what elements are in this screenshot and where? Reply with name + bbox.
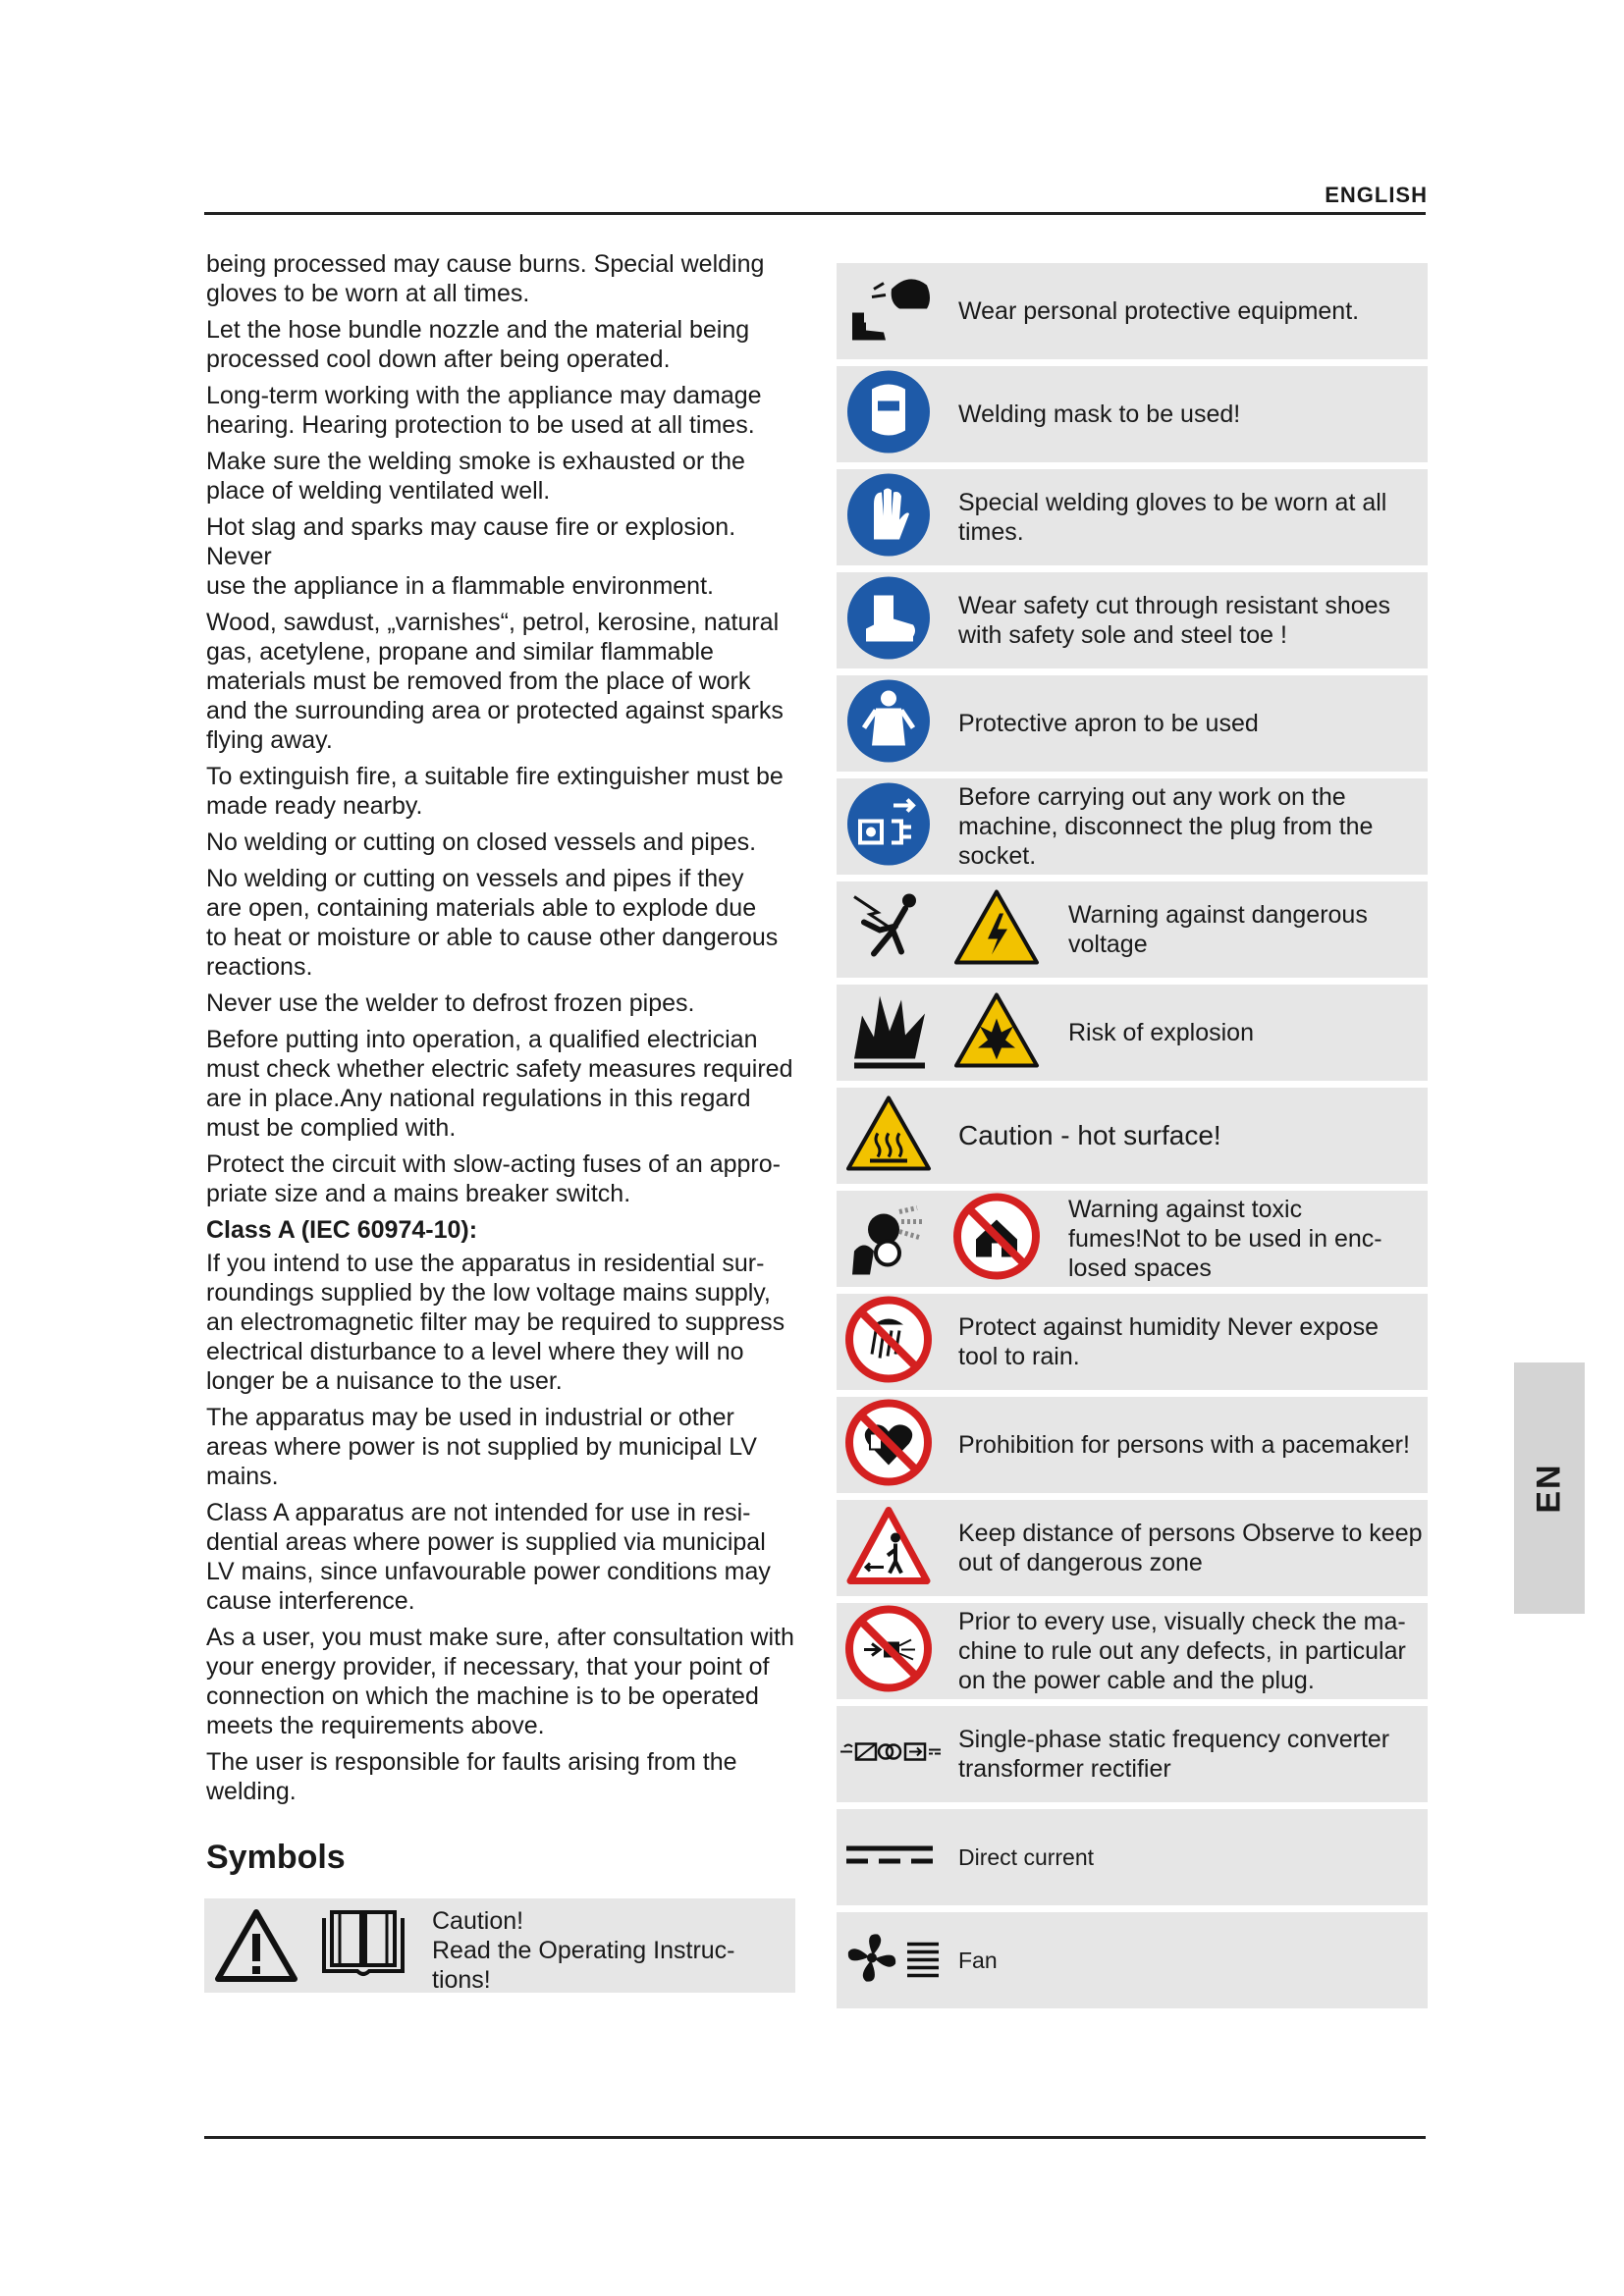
no-enclosed-space-icon: [952, 1193, 1041, 1286]
fan-icon: [844, 1929, 943, 1993]
paragraph-class-a-industrial: The apparatus may be used in industrial or other areas where power is not supplied by municipal LV mains.: [206, 1404, 757, 1490]
symbol-text-cable-3: on the power cable and the plug.: [958, 1667, 1315, 1694]
paragraph-smoke: Make sure the welding smoke is exhausted or the place of welding ventilated well.: [206, 448, 745, 505]
paragraph-frozen-pipes: Never use the welder to defrost frozen pipes.: [206, 989, 695, 1017]
symbol-text-hot-surface: Caution - hot surface!: [958, 1120, 1221, 1150]
paragraph-fire: Hot slag and sparks may cause fire or explosion. Never use the appliance in a flammable environment.: [206, 513, 736, 600]
paragraph-hearing: Long-term working with the appliance may damage hearing. Hearing protection to be used at all times.: [206, 382, 762, 439]
no-rain-icon: [844, 1296, 933, 1389]
no-pacemaker-icon: [844, 1399, 933, 1492]
ppe-icon: [844, 270, 935, 353]
symbol-text-direct-current: Direct current: [958, 1844, 1095, 1870]
symbol-text-cable-1: Prior to every use, visually check the ma-: [958, 1608, 1406, 1635]
class-a-heading: Class A (IEC 60974-10):: [206, 1216, 478, 1244]
symbol-text-toxic-3: losed spaces: [1068, 1255, 1212, 1282]
paragraph-class-a-residential: If you intend to use the apparatus in residential sur- roundings supplied by the low voltage mains supply, an electromagnetic filter may be required to suppress electrical disturbance to a level where they will no longer be a nuisance to the user.: [206, 1250, 785, 1395]
paragraph-extinguisher: To extinguish fire, a suitable fire extinguisher must be made ready nearby.: [206, 763, 784, 820]
symbol-text-gloves-1: Special welding gloves to be worn at all: [958, 489, 1387, 516]
welding-mask-icon: [844, 368, 933, 461]
symbol-text-keep-distance-1: Keep distance of persons Observe to keep: [958, 1520, 1423, 1547]
header-language: ENGLISH: [1325, 183, 1428, 207]
symbol-text-voltage-2: voltage: [1068, 931, 1148, 958]
language-side-tab: [1514, 1362, 1585, 1614]
symbol-text-keep-distance-2: out of dangerous zone: [958, 1549, 1203, 1576]
safety-shoes-icon: [844, 574, 933, 667]
keep-distance-icon: [844, 1505, 933, 1592]
paragraph-fuses: Protect the circuit with slow-acting fuses of an appro- priate size and a mains breaker switch.: [206, 1150, 781, 1207]
symbol-row-unplug: [837, 778, 1428, 875]
explosion-warning-icon: [952, 991, 1041, 1075]
symbol-row-gloves: [837, 469, 1428, 565]
paragraph-electrician: Before putting into operation, a qualified electrician must check whether electric safety measures required are in place.Any national regulations in this regard must be complied with.: [206, 1026, 793, 1142]
high-voltage-warning-icon: [952, 888, 1041, 972]
symbol-row-welding-mask: [837, 366, 1428, 462]
symbol-text-ppe: Wear personal protective equipment.: [958, 297, 1360, 325]
symbol-text-voltage-1: Warning against dangerous: [1068, 901, 1368, 929]
symbol-text-safety-shoes-1: Wear safety cut through resistant shoes: [958, 592, 1391, 619]
symbol-text-gloves-2: times.: [958, 518, 1024, 546]
toxic-fumes-icon: [844, 1193, 933, 1286]
symbol-row-explosion: [837, 985, 1428, 1081]
symbol-text-converter-2: transformer rectifier: [958, 1755, 1171, 1783]
hot-surface-icon: [844, 1095, 933, 1178]
symbol-text-fan: Fan: [958, 1948, 998, 1973]
apron-icon: [844, 677, 933, 771]
symbol-text-safety-shoes-2: with safety sole and steel toe !: [958, 621, 1287, 649]
unplug-icon: [844, 780, 933, 874]
explosion-icon: [844, 987, 933, 1080]
symbol-row-ppe: [837, 263, 1428, 359]
paragraph-cool-down: Let the hose bundle nozzle and the material being processed cool down after being operated.: [206, 316, 750, 373]
symbol-text-toxic-1: Warning against toxic: [1068, 1196, 1303, 1223]
caution-text: Caution! Read the Operating Instruc- tions!: [432, 1907, 735, 1994]
paragraph-class-a-faults: The user is responsible for faults arising from the welding.: [206, 1748, 737, 1805]
electrocution-icon: [844, 883, 933, 977]
symbol-text-cable-2: chine to rule out any defects, in particular: [958, 1637, 1406, 1665]
symbol-text-converter-1: Single-phase static frequency converter: [958, 1726, 1390, 1753]
frequency-converter-icon: [839, 1737, 943, 1772]
symbol-row-direct-current: [837, 1809, 1428, 1905]
header-rule: [204, 212, 1426, 215]
symbol-row-apron: [837, 675, 1428, 772]
symbol-row-no-pacemaker: [837, 1397, 1428, 1493]
symbol-text-unplug-2: machine, disconnect the plug from the: [958, 813, 1374, 840]
symbol-row-keep-distance: [837, 1500, 1428, 1596]
symbol-row-damaged-cable: [837, 1603, 1428, 1699]
symbol-text-no-rain-1: Protect against humidity Never expose: [958, 1313, 1379, 1341]
symbol-text-unplug-3: socket.: [958, 842, 1037, 870]
symbols-heading: Symbols: [206, 1839, 346, 1876]
symbol-row-fan: [837, 1912, 1428, 2008]
symbol-text-toxic-2: fumes!Not to be used in enc-: [1068, 1225, 1382, 1253]
symbol-row-no-rain: [837, 1294, 1428, 1390]
paragraph-class-a-user: As a user, you must make sure, after consultation with your energy provider, if necessary, that your point of connection on which the machine is to be operated meets the requirements above.: [206, 1624, 794, 1739]
damaged-cable-icon: [844, 1605, 933, 1698]
paragraph-burns: being processed may cause burns. Special welding gloves to be worn at all times.: [206, 250, 765, 307]
safety-text-column: [206, 249, 805, 1813]
symbol-text-apron: Protective apron to be used: [958, 710, 1259, 737]
paragraph-closed-vessels: No welding or cutting on closed vessels and pipes.: [206, 828, 757, 856]
symbol-text-welding-mask: Welding mask to be used!: [958, 400, 1241, 428]
symbol-row-dangerous-voltage: [837, 881, 1428, 978]
footer-rule: [204, 2136, 1426, 2139]
caution-read-manual-box: [204, 1898, 795, 1993]
symbol-text-explosion: Risk of explosion: [1068, 1019, 1254, 1046]
paragraph-class-a-not-intended: Class A apparatus are not intended for use in resi- dential areas where power is supplied via municipal LV mains, since unfavourable power conditions may cause interference.: [206, 1499, 771, 1615]
symbol-row-toxic-fumes: [837, 1191, 1428, 1287]
gloves-icon: [844, 471, 933, 564]
symbol-text-no-rain-2: tool to rain.: [958, 1343, 1080, 1370]
paragraph-flammable: Wood, sawdust, „varnishes“, petrol, kerosine, natural gas, acetylene, propane and similar flammable materials must be removed from the place of work and the surrounding area or protected against sparks flying away.: [206, 609, 784, 754]
symbol-text-no-pacemaker: Prohibition for persons with a pacemaker!: [958, 1431, 1410, 1459]
manual-book-icon: [318, 1908, 408, 1988]
symbol-row-safety-shoes: [837, 572, 1428, 668]
language-tab-label: EN: [1530, 1463, 1568, 1514]
symbol-text-unplug-1: Before carrying out any work on the: [958, 783, 1346, 811]
symbol-row-hot-surface: [837, 1088, 1428, 1184]
warning-triangle-icon: [214, 1906, 298, 1990]
direct-current-icon: [844, 1841, 935, 1875]
symbol-row-frequency-converter: [837, 1706, 1428, 1802]
paragraph-open-vessels: No welding or cutting on vessels and pipes if they are open, containing materials able to explode due to heat or moisture or able to cause other dangerous reactions.: [206, 865, 779, 981]
